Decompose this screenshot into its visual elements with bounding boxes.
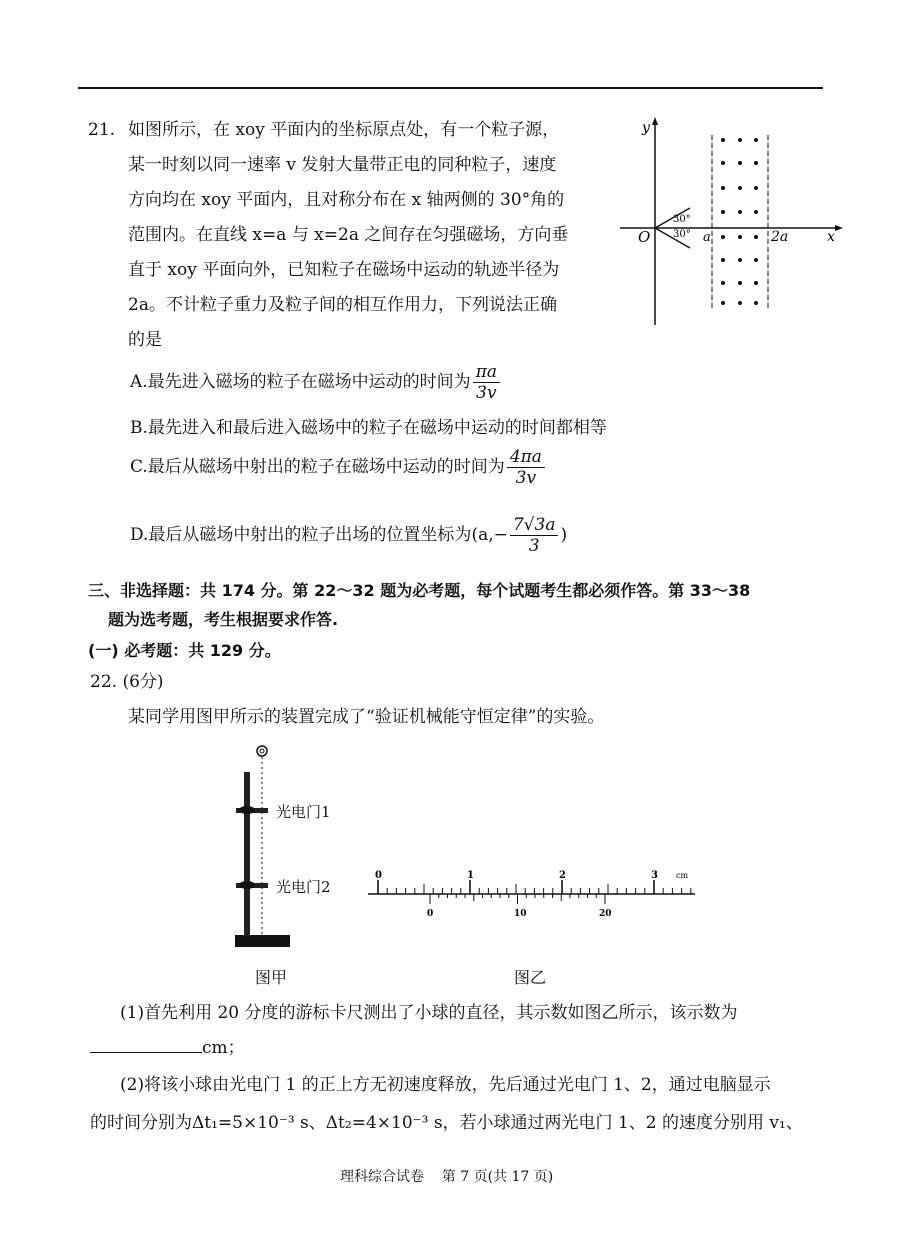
vernier-scale-ticks [430,894,605,904]
angle-label-top: 30° [673,214,691,225]
q21-line-2: 某一时刻以同一速率 v 发射大量带正电的同种粒子，速度 [128,155,557,175]
separator: 、 [308,1113,326,1133]
main-label-1: 1 [467,870,474,881]
q22-header: 22. (6分) [90,672,164,692]
figure-a-caption: 图甲 [255,968,288,987]
vernier-label-0: 0 [427,909,434,919]
text: ，若小球通过两光电门 1、2 的速度分别用 v₁、 [442,1113,803,1133]
fraction-numerator: πa [473,362,500,383]
unit-cm: cm； [202,1038,245,1058]
angle-label-bottom: 30° [673,229,691,240]
coord-open: (a,− [471,525,508,545]
main-scale-ticks [378,880,691,894]
q21-line-5: 直于 xoy 平面向外，已知粒子在磁场中运动的轨迹半径为 [128,260,560,280]
fraction-denominator: 3 [528,536,540,556]
y-label: y [642,120,650,136]
q22-part2-line-1: (2)将该小球由光电门 1 的正上方无初速度释放，先后通过光电门 1、2，通过电脑显示 [120,1075,771,1095]
unit-label: cm [676,871,689,880]
text: 的时间分别为 [90,1113,192,1133]
option-c-text: C.最后从磁场中射出的粒子在磁场中运动的时间为 [130,457,505,477]
option-a-text: A.最先进入磁场的粒子在磁场中运动的时间为 [130,372,471,392]
fraction-denominator: 3v [515,468,537,488]
q22-intro: 某同学用图甲所示的装置完成了“验证机械能守恒定律”的实验。 [128,707,605,727]
answer-blank[interactable] [90,1038,202,1053]
x-label: x [827,229,835,245]
gate-1-label: 光电门1 [276,803,331,821]
figure-b-caption: 图乙 [514,968,547,987]
2a-label: 2a [771,229,789,245]
delta-t2: Δt₂=4×10⁻³ s [325,1113,443,1133]
q21-line-4: 范围内。在直线 x=a 与 x=2a 之间存在匀强磁场，方向垂 [128,225,569,245]
fraction-denominator: 3v [476,383,497,403]
gate-2-label: 光电门2 [276,878,331,896]
section-required-heading: (一) 必考题：共 129 分。 [88,641,281,660]
origin-label: O [638,228,651,246]
main-label-3: 3 [651,870,658,881]
option-d-text: D.最后从磁场中射出的粒子出场的位置坐标为 [130,525,472,545]
q21-line-1: 如图所示，在 xoy 平面内的坐标原点处，有一个粒子源， [128,120,560,140]
vernier-label-10: 10 [514,909,527,919]
fraction-numerator: 4πa [507,447,545,468]
q22-part1-answer [90,1038,245,1058]
q21-line-3: 方向均在 xoy 平面内，且对称分布在 x 轴两侧的 30°角的 [128,190,565,210]
option-b: B.最先进入和最后进入磁场中的粒子在磁场中运动的时间都相等 [130,418,607,438]
main-label-0: 0 [375,870,382,881]
q22-part2-line-2 [90,1113,803,1133]
main-label-2: 2 [559,870,566,881]
q21-line-6: 2a。不计粒子重力及粒子间的相互作用力，下列说法正确 [128,295,557,315]
a-label: a [703,230,711,245]
page-footer: 理科综合试卷 第 7 页(共 17 页) [340,1169,554,1185]
coord-close: ) [560,525,568,545]
q21-line-7: 的是 [128,330,162,350]
fraction-numerator: 7√3a [510,515,559,536]
q21-number: 21. [88,120,116,140]
section-3-heading: 三、非选择题：共 174 分。第 22～32 题为必考题，每个试题考生都必须作答。第 33～38 [88,581,751,600]
section-3-heading-line-2: 题为选考题，考生根据要求作答. [108,610,339,629]
vernier-label-20: 20 [599,909,612,919]
delta-t1: Δt₁=5×10⁻³ s [192,1113,309,1133]
q22-part1: (1)首先利用 20 分度的游标卡尺测出了小球的直径，其示数如图乙所示，该示数为 [120,1003,738,1023]
